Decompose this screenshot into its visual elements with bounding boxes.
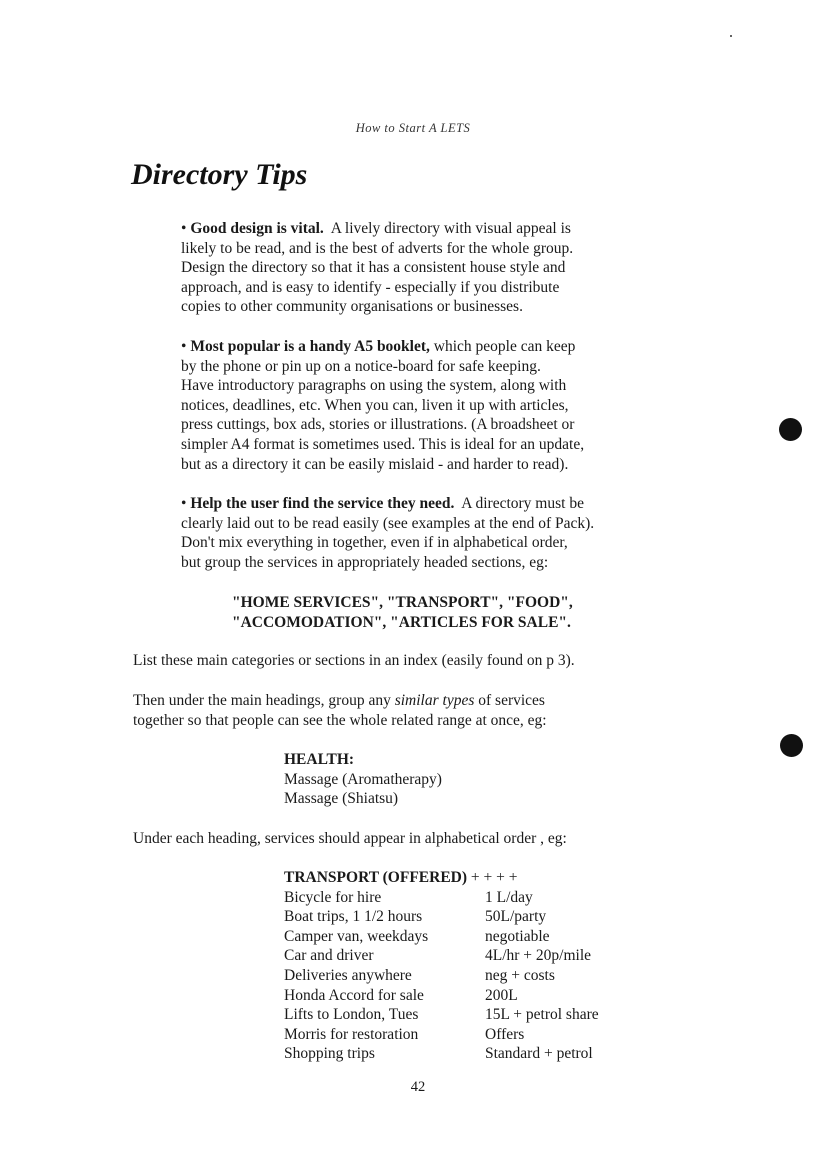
transport-price: 200L (485, 986, 518, 1004)
text-line: together so that people can see the whole related range at once, eg: (133, 711, 547, 729)
tip-lead: Help the user find the service they need. (190, 495, 455, 512)
transport-row (284, 907, 644, 927)
transport-price: Standard + petrol (485, 1045, 593, 1063)
index-paragraph: List these main categories or sections in an index (easily found on p 3). (133, 652, 575, 669)
transport-row (284, 927, 644, 947)
tip-line: but as a directory it can be easily mislaid - and harder to read). (181, 455, 569, 473)
transport-item: Bicycle for hire (284, 888, 382, 906)
tip-line: Don't mix everything in together, even if in alphabetical order, (181, 534, 568, 552)
tip-line: A lively directory with visual appeal is (330, 220, 571, 237)
transport-price: neg + costs (485, 966, 555, 984)
tip-find-service (181, 494, 701, 572)
tip-line: Have introductory paragraphs on using the system, along with (181, 377, 567, 395)
transport-price: 50L/party (485, 908, 547, 926)
transport-row (284, 1044, 644, 1064)
grouping-paragraph (133, 691, 703, 730)
tip-good-design (181, 219, 701, 317)
transport-row (284, 946, 644, 966)
tip-line: approach, and is easy to identify - especially if you distribute (181, 278, 560, 296)
transport-item: Deliveries anywhere (284, 966, 412, 984)
running-head: How to Start A LETS (355, 121, 471, 135)
tip-line: Design the directory so that it has a consistent house style and (181, 259, 566, 277)
tip-line: clearly laid out to be read easily (see examples at the end of Pack). (181, 514, 595, 532)
tip-line: copies to other community organisations or businesses. (181, 298, 523, 316)
punch-hole (779, 418, 802, 441)
bullet: • (181, 220, 187, 237)
text-span: of services (478, 692, 545, 709)
transport-price: 4L/hr + 20p/mile (485, 947, 592, 965)
transport-row (284, 1025, 644, 1045)
tip-a5-booklet (181, 337, 701, 474)
health-heading: HEALTH: (284, 751, 355, 768)
tip-line: A directory must be (461, 495, 584, 512)
transport-price: negotiable (485, 927, 550, 945)
transport-example (284, 868, 644, 1064)
page-title: Directory Tips (131, 158, 308, 191)
category-examples (232, 593, 652, 632)
transport-row (284, 986, 644, 1006)
tip-line: notices, deadlines, etc. When you can, liven it up with articles, (181, 396, 569, 414)
category-line: "ACCOMODATION", "ARTICLES FOR SALE". (232, 613, 571, 631)
scan-speck (730, 35, 732, 37)
bullet: • (181, 495, 187, 512)
transport-row (284, 1005, 644, 1025)
text-span: Then under the main headings, group any (133, 692, 391, 709)
health-example (284, 750, 584, 809)
page-number: 42 (410, 1079, 426, 1095)
transport-item: Car and driver (284, 947, 374, 965)
tip-lead: Most popular is a handy A5 booklet, (190, 338, 430, 355)
tip-line: simpler A4 format is sometimes used. This is ideal for an update, (181, 435, 585, 453)
transport-heading: TRANSPORT (OFFERED) (284, 869, 468, 886)
bullet: • (181, 338, 187, 355)
tip-line: press cuttings, box ads, stories or illustrations. (A broadsheet or (181, 416, 575, 434)
transport-heading-line (284, 868, 644, 888)
tip-line: but group the services in appropriately headed sections, eg: (181, 553, 549, 571)
transport-item: Boat trips, 1 1/2 hours (284, 908, 423, 926)
transport-price: 15L + petrol share (485, 1006, 599, 1024)
transport-item: Lifts to London, Tues (284, 1006, 419, 1024)
transport-price: 1 L/day (485, 888, 533, 906)
transport-price: Offers (485, 1025, 525, 1043)
tip-line: likely to be read, and is the best of adverts for the whole group. (181, 239, 574, 257)
transport-item: Morris for restoration (284, 1025, 419, 1043)
transport-marks: + + + + (470, 869, 518, 886)
punch-hole (780, 734, 803, 757)
health-item: Massage (Shiatsu) (284, 790, 399, 808)
transport-row (284, 966, 644, 986)
health-item: Massage (Aromatherapy) (284, 770, 442, 788)
tip-line: by the phone or pin up on a notice-board for safe keeping. (181, 357, 541, 375)
transport-row (284, 888, 644, 908)
transport-item: Honda Accord for sale (284, 986, 424, 1004)
transport-item: Shopping trips (284, 1045, 375, 1063)
tip-line: which people can keep (433, 338, 576, 355)
transport-item: Camper van, weekdays (284, 927, 429, 945)
alphabetical-paragraph: Under each heading, services should appear in alphabetical order , eg: (133, 830, 567, 847)
emphasis: similar types (394, 692, 475, 709)
tip-lead: Good design is vital. (190, 220, 324, 237)
category-line: "HOME SERVICES", "TRANSPORT", "FOOD", (232, 594, 573, 611)
